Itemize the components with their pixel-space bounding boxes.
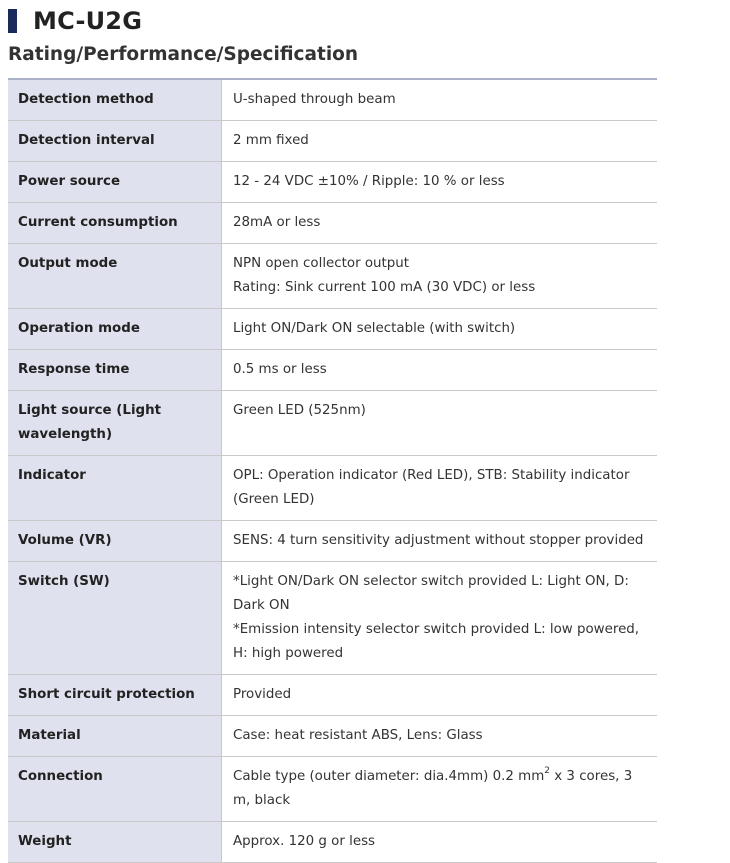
row-label: Short circuit protection xyxy=(8,675,222,716)
table-row xyxy=(8,309,657,350)
table-row xyxy=(8,391,657,456)
row-value xyxy=(222,79,658,121)
table-row xyxy=(8,562,657,675)
section-title: Rating/Performance/Specification xyxy=(8,44,359,65)
table-row xyxy=(8,822,657,863)
superscript: 2 xyxy=(544,765,550,776)
value-line: Approx. 120 g or less xyxy=(233,834,376,849)
row-label: Light source (Light wavelength) xyxy=(8,391,222,456)
row-label: Response time xyxy=(8,350,222,391)
value-line: Rating: Sink current 100 mA (30 VDC) or less xyxy=(233,280,536,295)
value-line: 2 mm fixed xyxy=(233,133,309,148)
row-label: Detection interval xyxy=(8,121,222,162)
value-line: U-shaped through beam xyxy=(233,92,396,107)
row-label: Detection method xyxy=(8,79,222,121)
table-row xyxy=(8,79,657,121)
value-line: 12 - 24 VDC ±10% / Ripple: 10 % or less xyxy=(233,174,505,189)
row-label: Connection xyxy=(8,757,222,822)
row-label: Power source xyxy=(8,162,222,203)
row-value xyxy=(222,716,658,757)
spec-table xyxy=(8,78,657,863)
value-line: 0.5 ms or less xyxy=(233,362,327,377)
row-label: Weight xyxy=(8,822,222,863)
row-value xyxy=(222,521,658,562)
value-line: Provided xyxy=(233,687,292,702)
value-line: Light ON/Dark ON selectable (with switch) xyxy=(233,321,516,336)
value-line: *Emission intensity selector switch provided L: low powered, H: high powered xyxy=(233,622,640,661)
table-row xyxy=(8,244,657,309)
row-label: Output mode xyxy=(8,244,222,309)
row-label: Current consumption xyxy=(8,203,222,244)
row-label: Switch (SW) xyxy=(8,562,222,675)
page-header xyxy=(8,6,142,36)
value-line: NPN open collector output xyxy=(233,256,410,271)
row-label: Indicator xyxy=(8,456,222,521)
row-value xyxy=(222,822,658,863)
row-value xyxy=(222,757,658,822)
row-value xyxy=(222,121,658,162)
row-label: Operation mode xyxy=(8,309,222,350)
value-line: 28mA or less xyxy=(233,215,321,230)
value-line: Green LED (525nm) xyxy=(233,403,366,418)
value-line: SENS: 4 turn sensitivity adjustment without stopper provided xyxy=(233,533,644,548)
row-value xyxy=(222,162,658,203)
table-row xyxy=(8,716,657,757)
table-row xyxy=(8,350,657,391)
table-row xyxy=(8,521,657,562)
row-value xyxy=(222,456,658,521)
row-value xyxy=(222,244,658,309)
value-line: *Light ON/Dark ON selector switch provided L: Light ON, D: Dark ON xyxy=(233,574,629,613)
value-text: Cable type (outer diameter: dia.4mm) 0.2 mm xyxy=(233,769,545,784)
row-value xyxy=(222,675,658,716)
row-value xyxy=(222,203,658,244)
row-value xyxy=(222,391,658,456)
table-row xyxy=(8,121,657,162)
table-row xyxy=(8,203,657,244)
page-title: MC-U2G xyxy=(33,7,143,35)
row-label: Volume (VR) xyxy=(8,521,222,562)
row-label: Material xyxy=(8,716,222,757)
row-value xyxy=(222,309,658,350)
value-text: x 3 cores, 3 m, black xyxy=(233,769,633,808)
table-row xyxy=(8,456,657,521)
table-row xyxy=(8,162,657,203)
value-line: Case: heat resistant ABS, Lens: Glass xyxy=(233,728,483,743)
table-row xyxy=(8,675,657,716)
row-value xyxy=(222,350,658,391)
title-accent-bar xyxy=(8,9,17,33)
table-row xyxy=(8,757,657,822)
row-value xyxy=(222,562,658,675)
value-line: OPL: Operation indicator (Red LED), STB: Stability indicator (Green LED) xyxy=(233,468,630,507)
